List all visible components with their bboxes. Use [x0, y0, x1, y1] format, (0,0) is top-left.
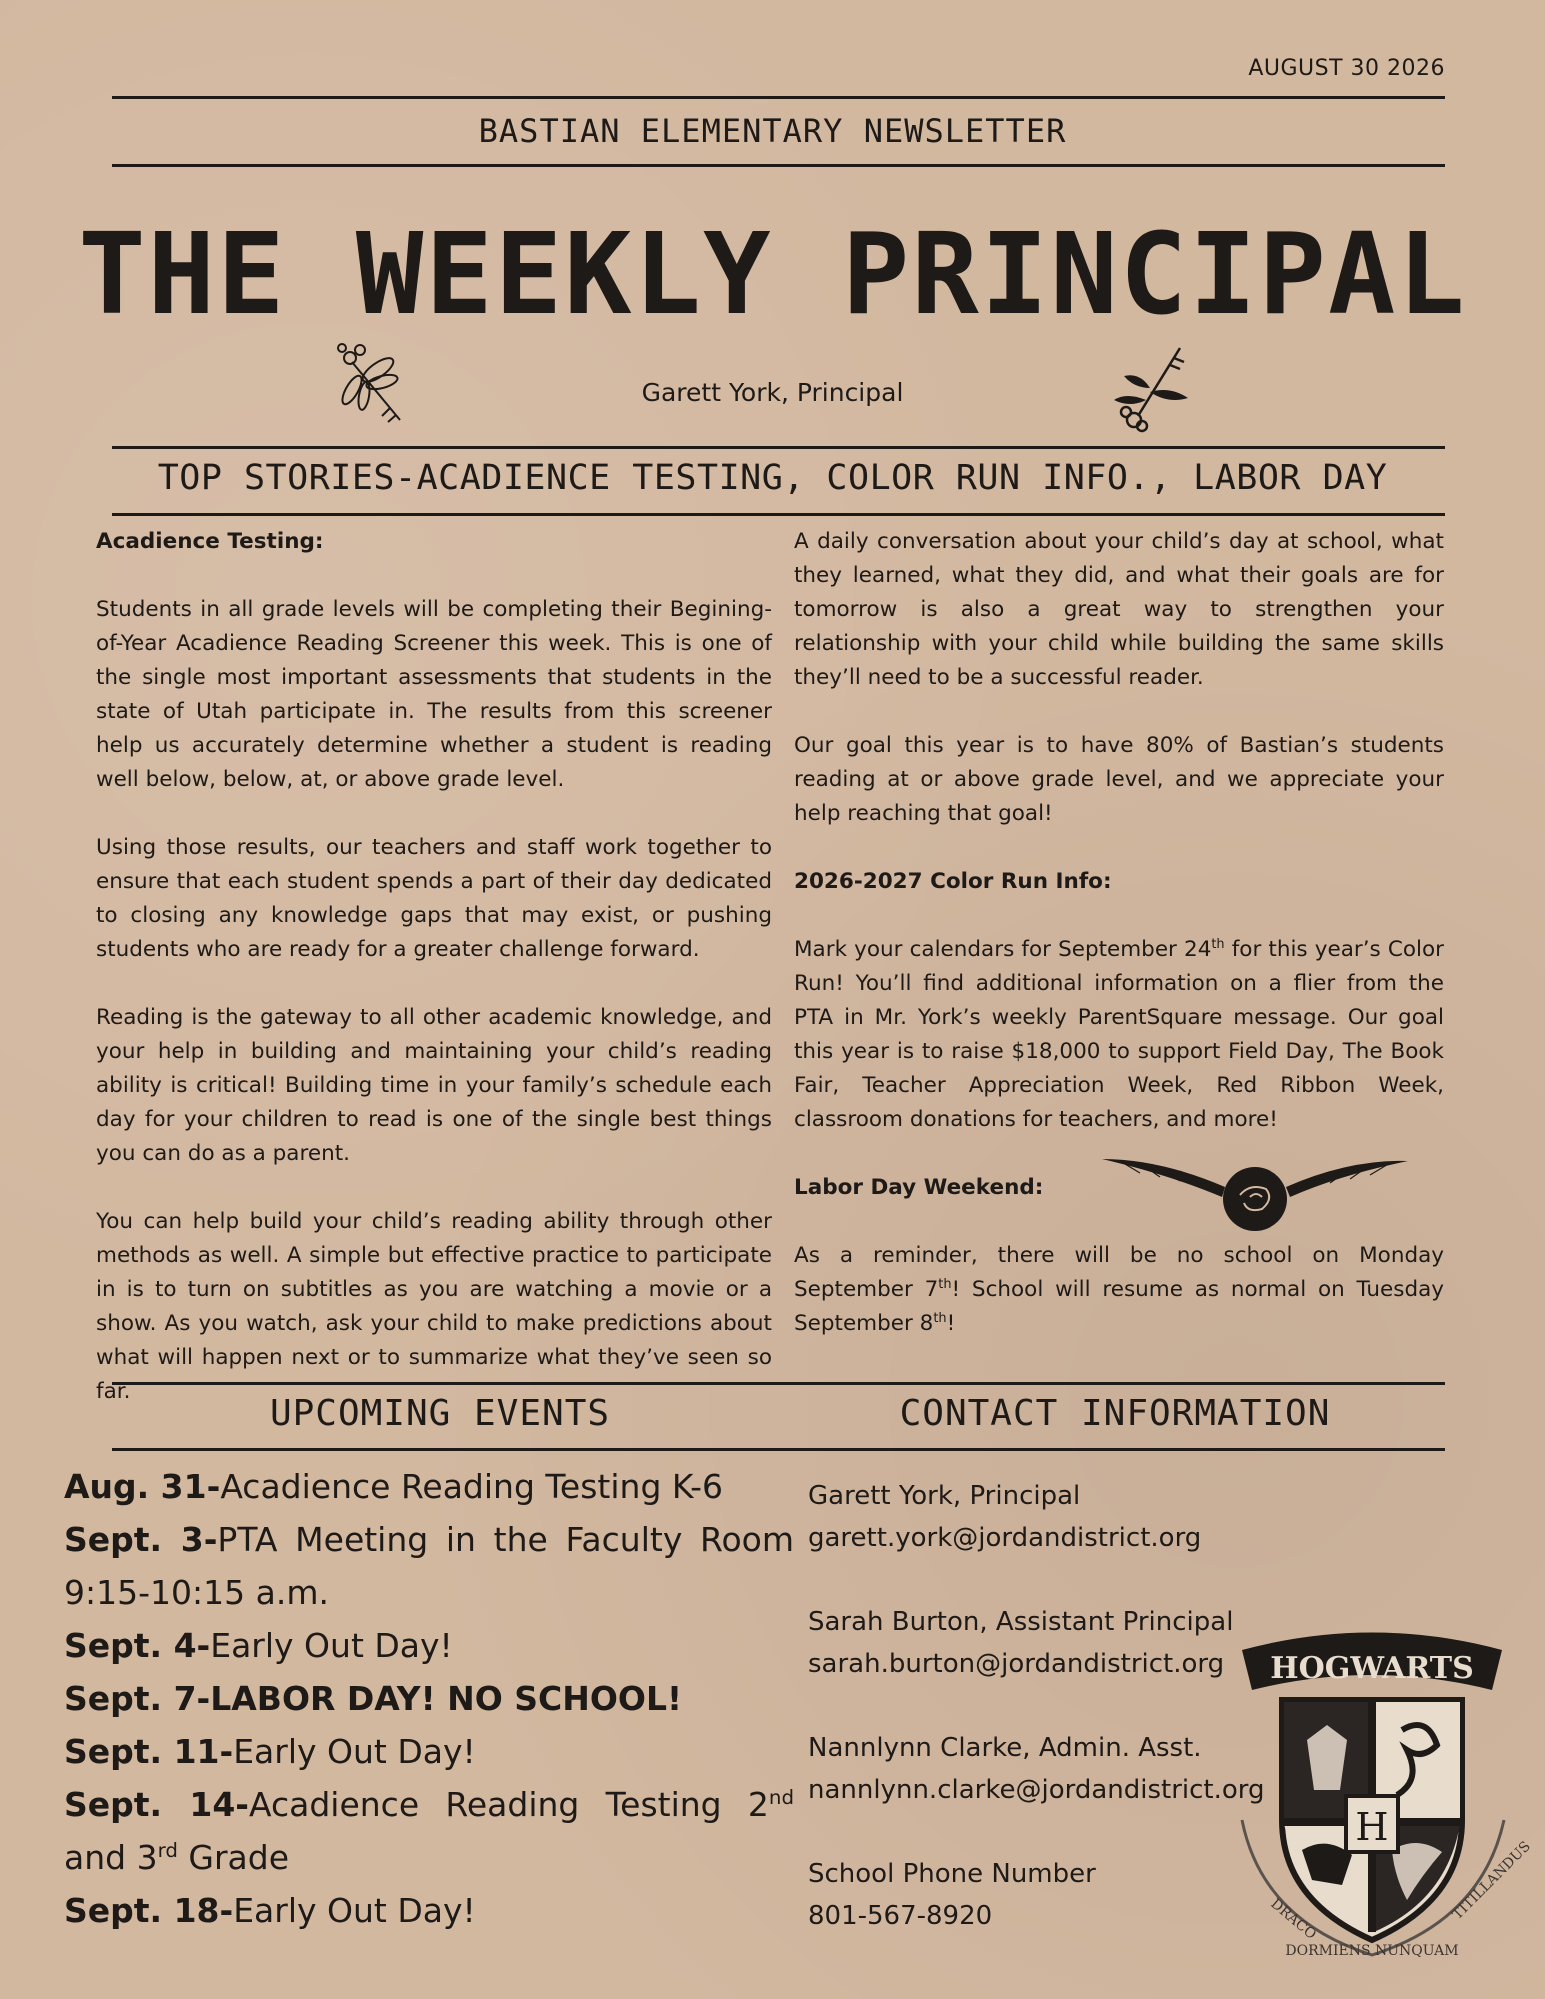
- event-text: Acadience Reading Testing K-6: [220, 1467, 723, 1506]
- acadience-paragraph-2: Using those results, our teachers and staff work together to ensure that each student spends a part of their day dedicated to closing any knowledge gaps that may exist, or pushing students who are ready for a greater challenge forward.: [96, 835, 772, 962]
- contact-entry: [808, 1475, 1288, 1559]
- contact-name: Sarah Burton, Assistant Principal: [808, 1607, 1234, 1637]
- acadience-paragraph-4: You can help build your child’s reading ability through other methods as well. A simple but effective practice to participate in is to turn on subtitles as you are watching a movie or a show. As you watch, ask your child to make predictions about what will happen next or to summarize what they’ve seen so far.: [96, 1209, 772, 1404]
- header-rule-top: [112, 96, 1445, 99]
- labor-text-c: !: [946, 1311, 956, 1336]
- labor-sup-2: th: [933, 1310, 947, 1326]
- acadience-paragraph-1: Students in all grade levels will be completing their Begining-of-Year Acadience Reading Screener this week. This is one of the single most important assessments that students in the state of Utah participate in. The results from this screener help us accurately determine whether a student is reading well below, below, at, or above grade level.: [96, 597, 772, 792]
- golden-snitch-icon: [1100, 1155, 1410, 1235]
- event-item: [64, 1513, 794, 1619]
- event-text: Acadience Reading Testing 2: [248, 1785, 769, 1824]
- top-stories-rule-top: [112, 446, 1445, 449]
- contact-name: Nannlynn Clarke, Admin. Asst.: [808, 1733, 1202, 1763]
- color-run-heading: 2026-2027 Color Run Info:: [794, 869, 1112, 894]
- event-text: Grade: [177, 1838, 290, 1877]
- masthead-title: THE WEEKLY PRINCIPAL: [78, 210, 1467, 340]
- event-text: LABOR DAY! NO SCHOOL!: [210, 1679, 683, 1718]
- top-stories-heading: TOP STORIES-ACADIENCE TESTING, COLOR RUN INFO., LABOR DAY: [157, 458, 1388, 498]
- event-item: [64, 1619, 794, 1672]
- crest-motto-left: DRACO: [1267, 1895, 1320, 1943]
- crest-shield-letter: H: [1355, 1805, 1389, 1849]
- color-run-text-b: for this year’s Color Run! You’ll find additional information on a flier from the PTA in Mr. York’s weekly ParentSquare message. Our goal this year is to raise $18,000 to support Field Day, The Book Fair, Teacher Appreciation Week, Red Ribbon Week, classroom donations for teachers, and more!: [794, 937, 1444, 1132]
- upcoming-events-title: UPCOMING EVENTS: [269, 1393, 611, 1434]
- event-date: Sept. 3-: [64, 1520, 218, 1559]
- contact-entry: [808, 1601, 1288, 1685]
- top-stories-rule-bottom: [112, 513, 1445, 516]
- key-leaves-right-icon: [1110, 342, 1200, 432]
- event-date: Sept. 18-: [64, 1891, 234, 1930]
- principal-byline: Garett York, Principal: [641, 378, 904, 407]
- issue-date: AUGUST 30 2026: [1248, 56, 1445, 81]
- contact-phone: 801-567-8920: [808, 1901, 993, 1931]
- school-name: BASTIAN ELEMENTARY NEWSLETTER: [478, 112, 1067, 150]
- crest-motto-right: TITILLANDUS: [1449, 1838, 1534, 1923]
- contact-entry: [808, 1853, 1288, 1937]
- lower-section-rule-top: [112, 1382, 1445, 1385]
- right-column: [794, 525, 1444, 1375]
- events-list: [64, 1460, 794, 1937]
- color-run-paragraph: [794, 933, 1444, 1137]
- crest-banner-text: HOGWARTS: [1270, 1651, 1474, 1686]
- event-date: Sept. 4-: [64, 1626, 211, 1665]
- contact-email: sarah.burton@jordandistrict.org: [808, 1649, 1225, 1679]
- event-item: [64, 1884, 794, 1937]
- event-item: [64, 1460, 794, 1513]
- hogwarts-crest-icon: [1222, 1620, 1534, 1965]
- conversation-paragraph: A daily conversation about your child’s day at school, what they learned, what they did, and what their goals are for tomorrow is also a great way to strengthen your relationship with your child while building the same skills they’ll need to be a successful reader.: [794, 529, 1444, 690]
- event-text: Early Out Day!: [233, 1732, 476, 1771]
- contact-name: School Phone Number: [808, 1859, 1096, 1889]
- labor-sup-1: th: [938, 1276, 952, 1292]
- event-date: Sept. 7-: [64, 1679, 211, 1718]
- acadience-paragraph-3: Reading is the gateway to all other academic knowledge, and your help in building and maintaining your child’s reading ability is critical! Building time in your family’s schedule each day for your children to read is one of the single best things you can do as a parent.: [96, 1005, 772, 1166]
- acadience-heading: Acadience Testing:: [96, 529, 324, 554]
- reading-goal-paragraph: Our goal this year is to have 80% of Bastian’s students reading at or above grade level, and we appreciate your help reaching that goal!: [794, 733, 1444, 826]
- event-date: Sept. 14-: [64, 1785, 249, 1824]
- labor-day-heading: Labor Day Weekend:: [794, 1175, 1044, 1200]
- color-run-sup: th: [1211, 936, 1225, 952]
- color-run-text-a: Mark your calendars for September 24: [794, 937, 1212, 962]
- event-text: PTA Meeting in the Faculty Room 9:15-10:15 a.m.: [64, 1520, 794, 1612]
- lower-section-rule-bottom: [112, 1448, 1445, 1451]
- labor-text-a: As a reminder, there will be no school on Monday September 7: [794, 1243, 1444, 1302]
- event-text: Early Out Day!: [210, 1626, 453, 1665]
- event-date: Aug. 31-: [64, 1467, 221, 1506]
- event-sup: rd: [157, 1839, 178, 1862]
- event-date: Sept. 11-: [64, 1732, 234, 1771]
- event-text: Early Out Day!: [233, 1891, 476, 1930]
- event-sup: nd: [768, 1786, 794, 1809]
- contact-name: Garett York, Principal: [808, 1481, 1081, 1511]
- event-text: and 3: [64, 1838, 158, 1877]
- labor-text-b: ! School will resume as normal on Tuesday September 8: [794, 1277, 1444, 1336]
- header-rule-bottom: [112, 164, 1445, 167]
- contact-information-title: CONTACT INFORMATION: [899, 1393, 1331, 1434]
- contact-entry: [808, 1727, 1288, 1811]
- contacts-list: [808, 1475, 1288, 1979]
- left-column: [96, 525, 772, 1443]
- contact-email: garett.york@jordandistrict.org: [808, 1523, 1202, 1553]
- contact-email: nannlynn.clarke@jordandistrict.org: [808, 1775, 1265, 1805]
- event-item: [64, 1778, 794, 1884]
- event-item: [64, 1672, 794, 1725]
- crest-motto-bottom: DORMIENS NUNQUAM: [1285, 1943, 1459, 1959]
- event-item: [64, 1725, 794, 1778]
- labor-day-paragraph: [794, 1239, 1444, 1341]
